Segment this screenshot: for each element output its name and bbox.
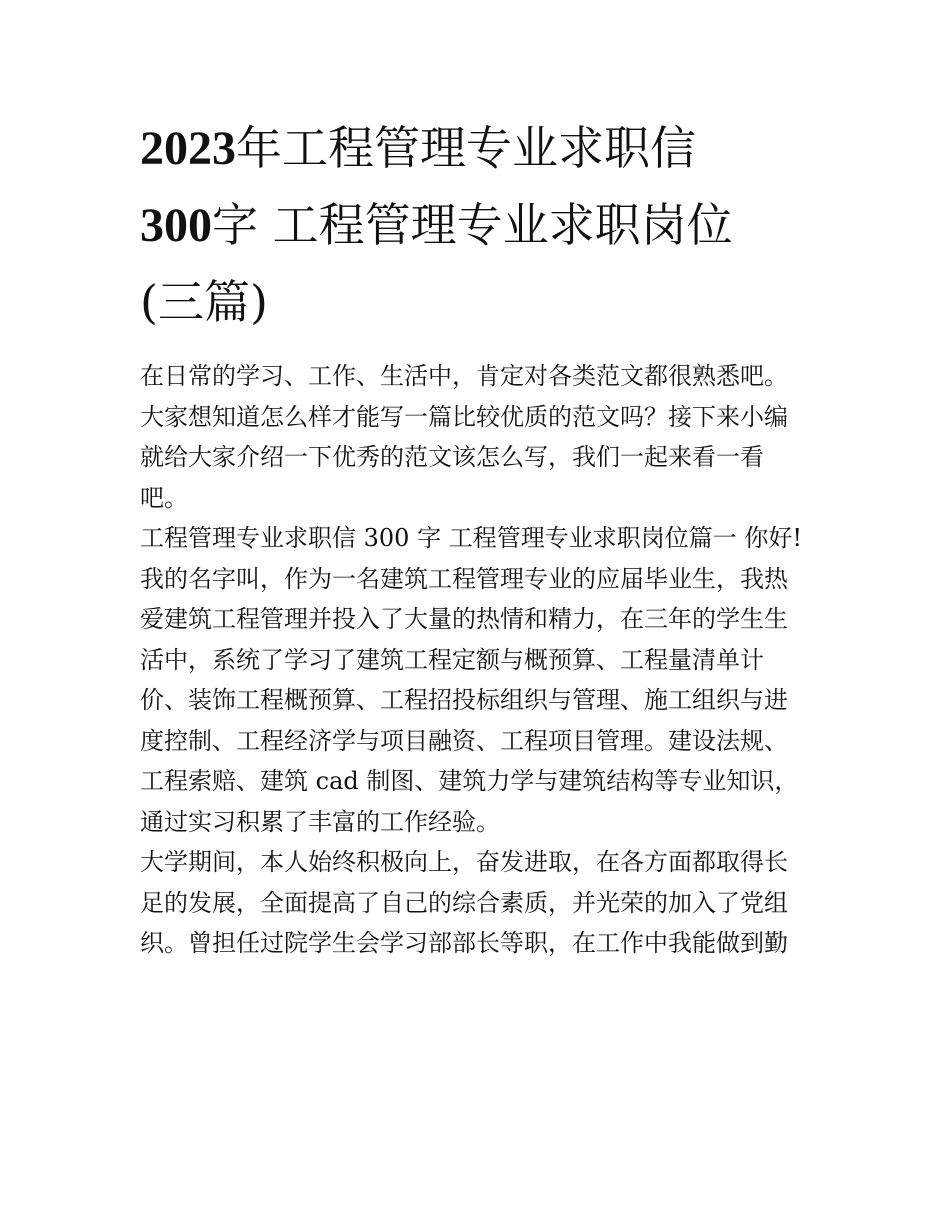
title-line-3 [140, 264, 820, 340]
paragraph-letter-one [140, 518, 820, 842]
text-line: 工程索赔、建筑 cad 制图、建筑力学与建筑结构等专业知识， [140, 767, 799, 795]
text-line: 织。曾担任过院学生会学习部部长等职，在工作中我能做到勤 [140, 929, 788, 957]
text-line: 吧。 [140, 483, 188, 512]
title-number: 300 [140, 199, 212, 252]
text-line: 爱建筑工程管理并投入了大量的热情和精力，在三年的学生生 [140, 605, 788, 633]
title-number: 2023 [140, 122, 236, 175]
text-line: 活中，系统了学习了建筑工程定额与概预算、工程量清单计 [140, 645, 764, 674]
text-line: 大家想知道怎么样才能写一篇比较优质的范文吗？接下来小编 [140, 402, 788, 431]
title-text: 字 工程管理专业求职岗位 [212, 198, 733, 252]
title-line-2 [140, 187, 820, 264]
text-line: 通过实习积累了丰富的工作经验。 [140, 807, 500, 836]
text-line: 大学期间，本人始终积极向上，奋发进取，在各方面都取得长 [140, 848, 788, 876]
text-line: 足的发展，全面提高了自己的综合素质，并光荣的加入了党组 [140, 888, 788, 917]
paragraph-intro [140, 356, 820, 518]
text-line: 就给大家介绍一下优秀的范文该怎么写，我们一起来看一看 [140, 443, 764, 471]
title-line-1 [140, 110, 820, 187]
title-text: 年工程管理专业求职信 [236, 121, 696, 175]
document-title [140, 110, 820, 340]
text-line: 在日常的学习、工作、生活中，肯定对各类范文都很熟悉吧。 [140, 362, 788, 390]
text-line: 价、装饰工程概预算、工程招投标组织与管理、施工组织与进 [140, 686, 788, 714]
text-line: 度控制、工程经济学与项目融资、工程项目管理。建设法规、 [140, 726, 788, 755]
document-body [140, 356, 820, 964]
text-line: 工程管理专业求职信 300 字 工程管理专业求职岗位篇一 你好! [140, 524, 802, 552]
paragraph-university [140, 842, 820, 964]
title-text: (三篇) [140, 275, 268, 329]
text-line: 我的名字叫，作为一名建筑工程管理专业的应届毕业生，我热 [140, 564, 788, 593]
